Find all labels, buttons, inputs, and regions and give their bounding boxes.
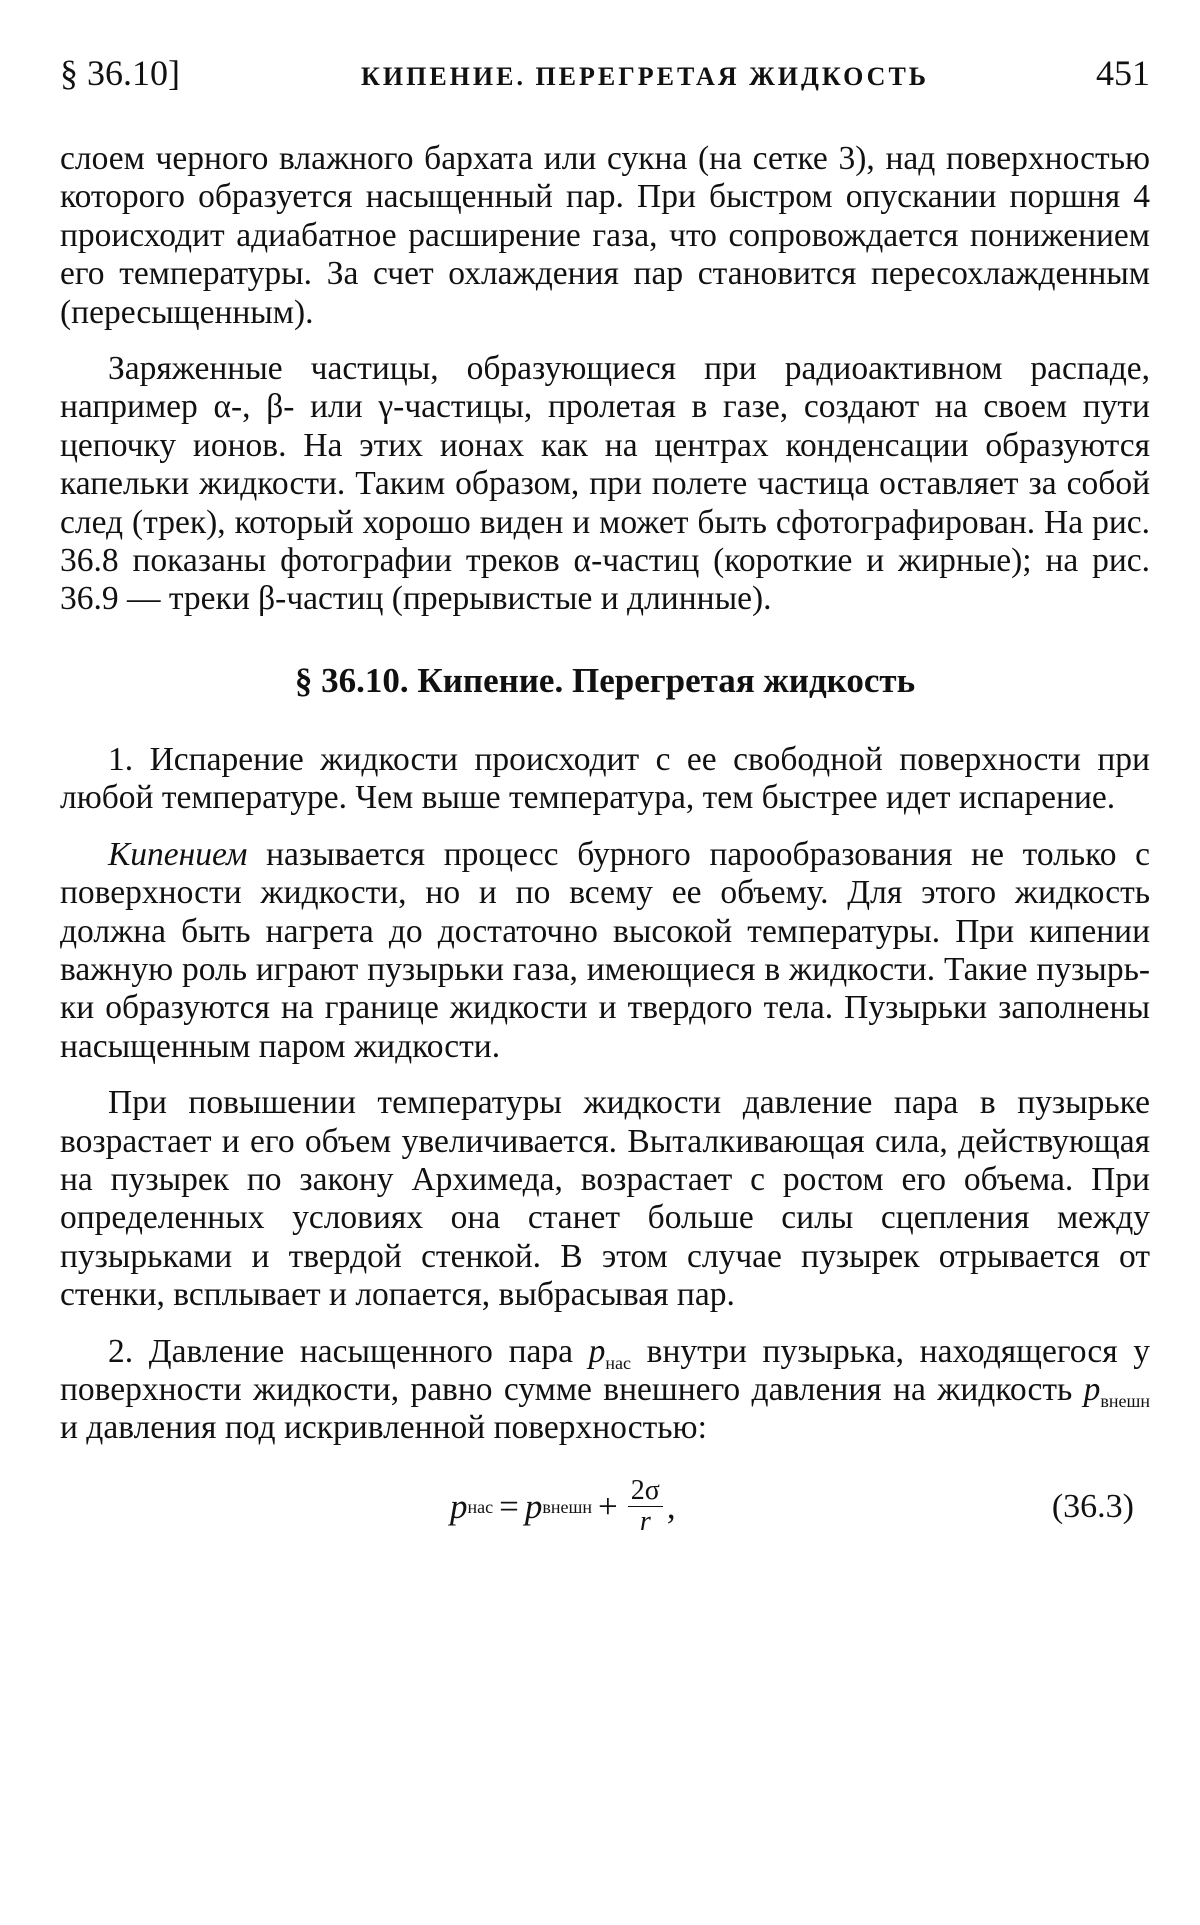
symbol-p-ext: p (1083, 1370, 1101, 1408)
paragraph-boiling-text: называется процесс бурного парообразования не только с поверхности жидкости, но и по всему ее объему. Для этого жидкость должна быть нагрета до достаточно высокой температуры. При кипении важную роль играют пузырьки газа, имеющиеся в жидкости. Такие пузырьки образуются на границе жидкости и твердого тела. Пузырьки заполнены насыщенным паром жидкости. (60, 835, 1150, 1065)
symbol-p-sat: p (588, 1332, 606, 1370)
header-title: КИПЕНИЕ. ПЕРЕГРЕТАЯ ЖИДКОСТЬ (361, 62, 929, 91)
formula-comma: , (666, 1486, 676, 1526)
running-head (60, 52, 1150, 102)
header-section-ref: § 36.10] (60, 53, 180, 93)
section-heading: § 36.10. Кипение. Перегретая жидкость (294, 660, 916, 700)
subscript-ext: внешн (1100, 1390, 1150, 1411)
fraction-numerator: 2σ (628, 1476, 663, 1507)
paragraph-bubble-growth: При повышении температуры жидкости давление пара в пузырьке возрастает и его объем увеличивается. Выталкивающая сила, действующая на пузырек по закону Архимеда, возрастает с ростом его объема. При определенных условиях она станет больше силы сцепления между пузырьками и твердой стенкой. В этом случае пузырек отрывается от стенки, всплывает и лопается, выбрасывая пар. (60, 1084, 1150, 1314)
formula-plus: + (598, 1486, 618, 1526)
equation-36-3 (60, 1462, 1150, 1552)
subscript-sat: нас (605, 1352, 632, 1373)
term-boiling: Кипением (108, 835, 248, 873)
page-number: 451 (1096, 53, 1150, 93)
paragraph-continuation: слоем черного влажного бархата или сукна (на сетке 3), над поверхностью которого образуется насыщенный пар. При быстром опускании поршня 4 происходит адиабатное расширение газа, что сопровождается понижением его температуры. За счет охлаждения пар становится пересохлажденным (пересыщенным). (60, 140, 1150, 331)
formula-rhs-symbol: p (524, 1486, 543, 1526)
paragraph-pressure (60, 1333, 1150, 1448)
paragraph-evaporation: 1. Испарение жидкости происходит с ее свободной поверхности при любой температуре. Чем выше температура, тем быстрее идет испарение. (60, 740, 1150, 817)
paragraph-boiling-definition (60, 836, 1150, 1066)
paragraph-charged-particles: Заряженные частицы, образующиеся при радиоактивном распаде, например α-, β- или γ-частицы, пролетая в газе, создают на своем пути цепочку ионов. На этих ионах как на центрах конденсации образуются капельки жидкости. Таким образом, при полете частица оставляет за собой след (трек), который хорошо виден и может быть сфотографирован. На рис. 36.8 показаны фотографии треков α-частиц (короткие и жирные); на рис. 36.9 — треки β-частиц (прерывистые и длинные). (60, 350, 1150, 618)
formula-fraction (628, 1476, 663, 1537)
pressure-text-a: 2. Давление насыщенного пара (108, 1332, 589, 1370)
equation-number: (36.3) (1051, 1487, 1134, 1525)
pressure-text-b: внутри пузырька, находящегося у поверхности жидкости, равно сумме внешнего давления на жидкость (60, 1332, 1151, 1408)
pressure-text-c: и давления под искривленной поверхностью: (60, 1409, 707, 1447)
formula-lhs-symbol: p (450, 1486, 468, 1526)
book-page (60, 52, 1150, 1552)
formula-equals: = (499, 1486, 519, 1526)
fraction-denominator: r (639, 1506, 651, 1538)
formula: p нас = p внешн + $\frac{2\sigma}{r}$ , (450, 1475, 676, 1538)
